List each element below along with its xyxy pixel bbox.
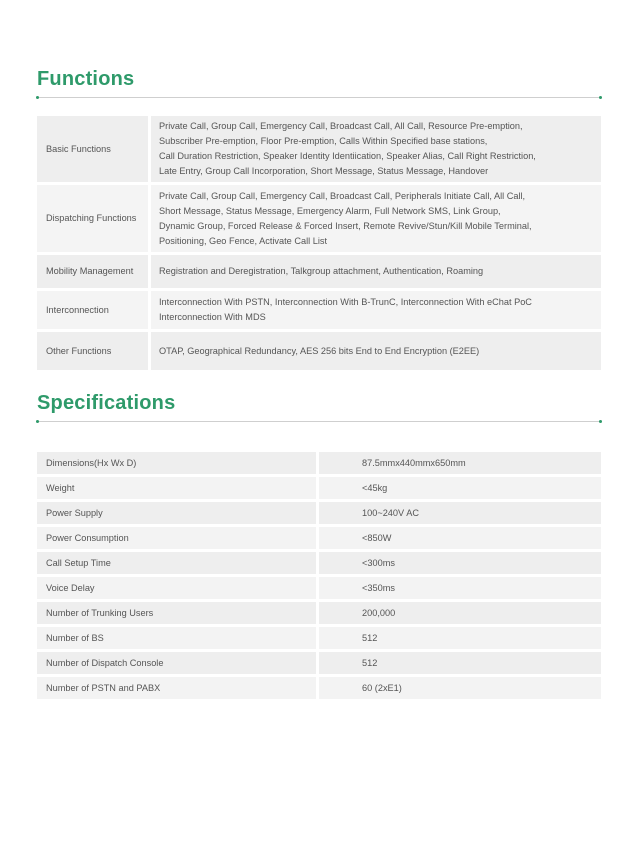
functions-line: Private Call, Group Call, Emergency Call, Broadcast Call, All Call, Resource Pre-emption, [159, 121, 523, 131]
spec-row [37, 602, 601, 624]
spec-row [37, 577, 601, 599]
specifications-title: Specifications [37, 392, 176, 414]
functions-row-other [37, 332, 601, 373]
functions-line: Late Entry, Group Call Incorporation, Short Message, Status Message, Handover [159, 166, 489, 176]
spec-row [37, 477, 601, 499]
spec-value: 100~240V AC [362, 508, 419, 518]
spec-value: <350ms [362, 583, 395, 593]
spec-label: Number of Trunking Users [37, 602, 319, 624]
spec-label: Number of BS [37, 627, 319, 649]
spec-value: 87.5mmx440mmx650mm [362, 458, 466, 468]
divider-dot-left [36, 420, 39, 423]
functions-line: Dynamic Group, Forced Release & Forced Insert, Remote Revive/Stun/Kill Mobile Terminal, [159, 220, 532, 231]
divider-dot-right [599, 96, 602, 99]
spec-row [37, 502, 601, 524]
functions-row-interconnection [37, 291, 601, 332]
functions-line: Call Duration Restriction, Speaker Identity Identiication, Speaker Alias, Call Right Restriction, [159, 151, 536, 161]
spec-value: 200,000 [362, 608, 396, 618]
spec-row [37, 677, 601, 699]
spec-label: Call Setup Time [37, 552, 319, 574]
spec-value: <850W [362, 533, 392, 543]
spec-value: 512 [362, 658, 378, 668]
functions-line: Private Call, Group Call, Emergency Call, Broadcast Call, Peripherals Initiate Call, All Call, [159, 190, 526, 201]
functions-line: Short Message, Status Message, Emergency Alarm, Full Network SMS, Link Group, [159, 205, 501, 216]
functions-row-text [151, 116, 544, 182]
spec-value: <45kg [362, 483, 388, 493]
spec-label: Dimensions(Hx Wx D) [37, 452, 319, 474]
specifications-table [37, 452, 601, 702]
functions-row-basic [37, 116, 601, 185]
functions-row-label: Dispatching Functions [37, 185, 151, 252]
spec-row [37, 452, 601, 474]
spec-label: Power Supply [37, 502, 319, 524]
functions-line: Registration and Deregistration, Talkgroup attachment, Authentication, Roaming [159, 266, 484, 276]
functions-row-dispatching [37, 185, 601, 255]
functions-title: Functions [37, 68, 135, 90]
functions-row-text [151, 255, 491, 288]
divider-dot-right [599, 420, 602, 423]
specifications-divider [37, 421, 601, 422]
functions-line: Positioning, Geo Fence, Activate Call List [159, 235, 328, 246]
spec-value: <300ms [362, 558, 395, 568]
functions-divider [37, 97, 601, 98]
functions-row-label: Other Functions [37, 332, 151, 370]
spec-label: Weight [37, 477, 319, 499]
functions-row-text [151, 332, 487, 370]
functions-line: Interconnection With MDS [159, 312, 266, 322]
functions-line: Interconnection With PSTN, Interconnection With B-TrunC, Interconnection With eChat PoC [159, 297, 532, 307]
spec-label: Number of Dispatch Console [37, 652, 319, 674]
functions-row-label: Mobility Management [37, 255, 151, 288]
functions-line: Subscriber Pre-emption, Floor Pre-emption, Calls Within Specified base stations, [159, 136, 488, 146]
functions-row-mobility [37, 255, 601, 291]
spec-row [37, 652, 601, 674]
functions-row-text [151, 185, 540, 252]
spec-value: 60 (2xE1) [362, 683, 402, 693]
functions-row-label: Basic Functions [37, 116, 151, 182]
spec-label: Power Consumption [37, 527, 319, 549]
functions-table [37, 116, 601, 373]
spec-row [37, 627, 601, 649]
spec-row [37, 527, 601, 549]
functions-row-label: Interconnection [37, 291, 151, 329]
divider-dot-left [36, 96, 39, 99]
spec-label: Number of PSTN and PABX [37, 677, 319, 699]
spec-value: 512 [362, 633, 378, 643]
spec-label: Voice Delay [37, 577, 319, 599]
spec-row [37, 552, 601, 574]
functions-row-text [151, 291, 540, 329]
functions-line: OTAP, Geographical Redundancy, AES 256 bits End to End Encryption (E2EE) [159, 345, 480, 356]
